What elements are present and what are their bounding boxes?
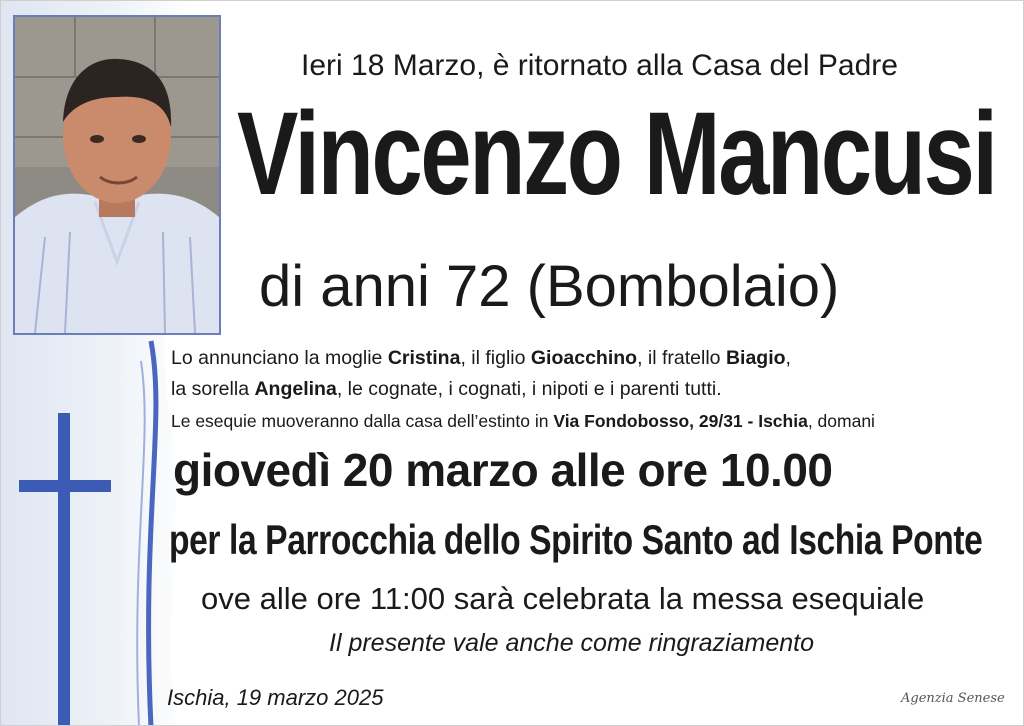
son-name: Gioacchino [530, 347, 638, 369]
funeral-datetime: giovedì 20 marzo alle ore 10.00 [173, 444, 833, 496]
brother-name: Biagio [725, 347, 786, 369]
age-line: di anni 72 (Bombolaio) [259, 254, 840, 319]
agency-signature: Agenzia Senese [901, 691, 1005, 706]
portrait-photo [13, 15, 221, 335]
announcement-line-2: la sorella Angelina, le cognate, i cognati, i nipoti e i parenti tutti. [171, 378, 722, 400]
announcement-line-3: Le esequie muoveranno dalla casa dell’estinto in Via Fondobosso, 29/31 - Ischia, domani [171, 411, 875, 431]
place-date: Ischia, 19 marzo 2025 [167, 685, 384, 710]
deceased-name: Vincenzo Mancusi [237, 88, 996, 220]
announcement-line-1: Lo annunciano la moglie Cristina, il figlio Gioacchino, il fratello Biagio, [171, 347, 791, 369]
thanks-line: Il presente vale anche come ringraziamento [329, 629, 814, 657]
mass-line: ove alle ore 11:00 sarà celebrata la messa esequiale [201, 581, 925, 616]
church-line: per la Parrocchia dello Spirito Santo ad Ischia Ponte [169, 516, 983, 563]
intro-line: Ieri 18 Marzo, è ritornato alla Casa del Padre [301, 49, 898, 82]
home-address: Via Fondobosso, 29/31 - Ischia [553, 411, 808, 431]
wife-name: Cristina [387, 347, 461, 369]
sister-name: Angelina [254, 378, 337, 400]
